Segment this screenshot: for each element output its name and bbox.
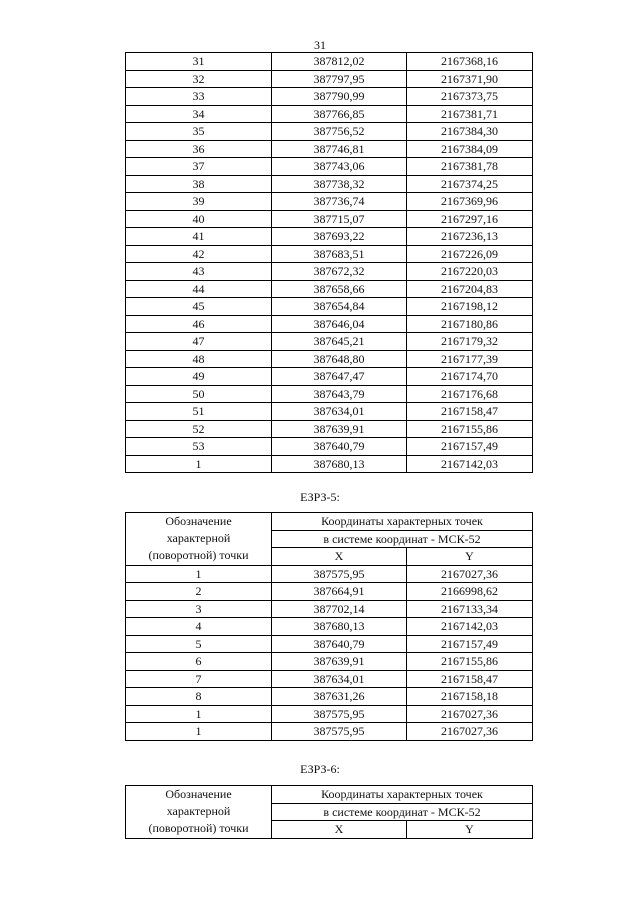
- y-coordinate-cell: 2167220,03: [407, 263, 533, 281]
- y-header: Y: [407, 821, 533, 839]
- y-coordinate-cell: 2167027,36: [407, 705, 533, 723]
- table-row: [126, 705, 533, 723]
- x-coordinate-cell: 387812,02: [272, 53, 407, 71]
- point-number-cell: 42: [126, 245, 272, 263]
- point-number-cell: 35: [126, 123, 272, 141]
- y-coordinate-cell: 2167027,36: [407, 723, 533, 741]
- table-row: [126, 368, 533, 386]
- y-coordinate-cell: 2167177,39: [407, 350, 533, 368]
- point-number-cell: 2: [126, 583, 272, 601]
- x-coordinate-cell: 387639,91: [272, 653, 407, 671]
- coordinates-table-ezrz5: [125, 512, 533, 741]
- table-row: [126, 245, 533, 263]
- point-number-cell: 39: [126, 193, 272, 211]
- x-header: X: [272, 821, 407, 839]
- y-coordinate-cell: 2167174,70: [407, 368, 533, 386]
- table-row: [126, 600, 533, 618]
- point-label-line: характерной: [166, 531, 231, 546]
- y-coordinate-cell: 2167368,16: [407, 53, 533, 71]
- table-row: [126, 635, 533, 653]
- x-coordinate-cell: 387715,07: [272, 210, 407, 228]
- x-coordinate-cell: 387738,32: [272, 175, 407, 193]
- coords-header-line2: в системе координат - МСК-52: [272, 530, 533, 548]
- point-number-cell: 40: [126, 210, 272, 228]
- y-coordinate-cell: 2167384,30: [407, 123, 533, 141]
- point-label-line: характерной: [166, 804, 231, 819]
- point-number-cell: 50: [126, 385, 272, 403]
- table-row: [126, 688, 533, 706]
- x-coordinate-cell: 387766,85: [272, 105, 407, 123]
- y-coordinate-cell: 2167204,83: [407, 280, 533, 298]
- table-row: [126, 583, 533, 601]
- x-coordinate-cell: 387658,66: [272, 280, 407, 298]
- point-number-cell: 1: [126, 705, 272, 723]
- y-coordinate-cell: 2167384,09: [407, 140, 533, 158]
- table-row: [126, 315, 533, 333]
- header-row: [126, 786, 533, 804]
- y-coordinate-cell: 2167373,75: [407, 88, 533, 106]
- coordinates-table-ezrz6: [125, 785, 533, 839]
- section-title-ezrz5: ЕЗРЗ-5:: [300, 490, 340, 504]
- table-row: [126, 105, 533, 123]
- point-number-cell: 53: [126, 438, 272, 456]
- point-number-cell: 31: [126, 53, 272, 71]
- table-body: [126, 53, 533, 473]
- y-coordinate-cell: 2166998,62: [407, 583, 533, 601]
- point-number-cell: 44: [126, 280, 272, 298]
- point-number-cell: 34: [126, 105, 272, 123]
- x-coordinate-cell: 387746,81: [272, 140, 407, 158]
- point-number-cell: 1: [126, 455, 272, 473]
- point-number-cell: 43: [126, 263, 272, 281]
- y-coordinate-cell: 2167158,47: [407, 403, 533, 421]
- table-row: [126, 158, 533, 176]
- x-coordinate-cell: 387672,32: [272, 263, 407, 281]
- y-coordinate-cell: 2167371,90: [407, 70, 533, 88]
- x-coordinate-cell: 387634,01: [272, 403, 407, 421]
- coords-header-line1: Координаты характерных точек: [272, 786, 533, 804]
- x-coordinate-cell: 387575,95: [272, 723, 407, 741]
- point-label-line: (поворотной) точки: [148, 548, 249, 563]
- table-row: [126, 403, 533, 421]
- point-number-cell: 5: [126, 635, 272, 653]
- x-coordinate-cell: 387646,04: [272, 315, 407, 333]
- point-number-cell: 47: [126, 333, 272, 351]
- point-number-cell: 45: [126, 298, 272, 316]
- y-coordinate-cell: 2167158,47: [407, 670, 533, 688]
- x-coordinate-cell: 387702,14: [272, 600, 407, 618]
- y-coordinate-cell: 2167157,49: [407, 635, 533, 653]
- table-row: [126, 723, 533, 741]
- table-row: [126, 438, 533, 456]
- point-number-cell: 7: [126, 670, 272, 688]
- point-number-cell: 49: [126, 368, 272, 386]
- point-number-cell: 37: [126, 158, 272, 176]
- table-row: [126, 280, 533, 298]
- table-body: [126, 565, 533, 740]
- x-coordinate-cell: 387640,79: [272, 438, 407, 456]
- table-row: [126, 455, 533, 473]
- point-number-cell: 4: [126, 618, 272, 636]
- table-row: [126, 333, 533, 351]
- y-coordinate-cell: 2167226,09: [407, 245, 533, 263]
- point-number-cell: 46: [126, 315, 272, 333]
- y-coordinate-cell: 2167198,12: [407, 298, 533, 316]
- table-row: [126, 653, 533, 671]
- y-coordinate-cell: 2167133,34: [407, 600, 533, 618]
- x-coordinate-cell: 387683,51: [272, 245, 407, 263]
- x-coordinate-cell: 387648,80: [272, 350, 407, 368]
- y-coordinate-cell: 2167155,86: [407, 420, 533, 438]
- y-coordinate-cell: 2167180,86: [407, 315, 533, 333]
- x-coordinate-cell: 387693,22: [272, 228, 407, 246]
- point-number-cell: 33: [126, 88, 272, 106]
- x-coordinate-cell: 387790,99: [272, 88, 407, 106]
- point-number-cell: 41: [126, 228, 272, 246]
- x-coordinate-cell: 387639,91: [272, 420, 407, 438]
- x-header: X: [272, 548, 407, 566]
- y-coordinate-cell: 2167155,86: [407, 653, 533, 671]
- y-coordinate-cell: 2167176,68: [407, 385, 533, 403]
- table-row: [126, 670, 533, 688]
- x-coordinate-cell: 387643,79: [272, 385, 407, 403]
- y-coordinate-cell: 2167381,78: [407, 158, 533, 176]
- x-coordinate-cell: 387654,84: [272, 298, 407, 316]
- y-header: Y: [407, 548, 533, 566]
- y-coordinate-cell: 2167142,03: [407, 455, 533, 473]
- x-coordinate-cell: 387575,95: [272, 705, 407, 723]
- point-number-cell: 3: [126, 600, 272, 618]
- header-row: [126, 513, 533, 531]
- point-number-cell: 1: [126, 723, 272, 741]
- table-row: [126, 140, 533, 158]
- y-coordinate-cell: 2167297,16: [407, 210, 533, 228]
- x-coordinate-cell: 387634,01: [272, 670, 407, 688]
- point-label-line: Обозначение: [165, 514, 232, 529]
- point-number-cell: 6: [126, 653, 272, 671]
- x-coordinate-cell: 387736,74: [272, 193, 407, 211]
- table-row: [126, 420, 533, 438]
- section-title-ezrz6: ЕЗРЗ-6:: [300, 762, 340, 776]
- table-row: [126, 88, 533, 106]
- point-number-cell: 32: [126, 70, 272, 88]
- y-coordinate-cell: 2167179,32: [407, 333, 533, 351]
- point-label-line: (поворотной) точки: [148, 821, 249, 836]
- table-row: [126, 210, 533, 228]
- table-row: [126, 123, 533, 141]
- x-coordinate-cell: 387743,06: [272, 158, 407, 176]
- point-label-header: [126, 786, 272, 839]
- table-row: [126, 263, 533, 281]
- table-row: [126, 70, 533, 88]
- y-coordinate-cell: 2167381,71: [407, 105, 533, 123]
- point-number-cell: 48: [126, 350, 272, 368]
- point-label-line: Обозначение: [165, 787, 232, 802]
- x-coordinate-cell: 387645,21: [272, 333, 407, 351]
- page-number: 31: [314, 38, 326, 52]
- point-number-cell: 51: [126, 403, 272, 421]
- table-row: [126, 175, 533, 193]
- x-coordinate-cell: 387756,52: [272, 123, 407, 141]
- table-row: [126, 193, 533, 211]
- x-coordinate-cell: 387680,13: [272, 455, 407, 473]
- y-coordinate-cell: 2167027,36: [407, 565, 533, 583]
- table-row: [126, 350, 533, 368]
- table-row: [126, 618, 533, 636]
- x-coordinate-cell: 387664,91: [272, 583, 407, 601]
- table-row: [126, 53, 533, 71]
- coords-header-line1: Координаты характерных точек: [272, 513, 533, 531]
- y-coordinate-cell: 2167157,49: [407, 438, 533, 456]
- table-row: [126, 565, 533, 583]
- x-coordinate-cell: 387575,95: [272, 565, 407, 583]
- y-coordinate-cell: 2167142,03: [407, 618, 533, 636]
- point-number-cell: 38: [126, 175, 272, 193]
- coordinates-table-continued: [125, 52, 533, 473]
- point-number-cell: 1: [126, 565, 272, 583]
- coords-header-line2: в системе координат - МСК-52: [272, 803, 533, 821]
- x-coordinate-cell: 387640,79: [272, 635, 407, 653]
- x-coordinate-cell: 387797,95: [272, 70, 407, 88]
- x-coordinate-cell: 387647,47: [272, 368, 407, 386]
- point-number-cell: 8: [126, 688, 272, 706]
- point-label-header: [126, 513, 272, 566]
- table-row: [126, 385, 533, 403]
- point-number-cell: 36: [126, 140, 272, 158]
- y-coordinate-cell: 2167236,13: [407, 228, 533, 246]
- x-coordinate-cell: 387680,13: [272, 618, 407, 636]
- table-row: [126, 228, 533, 246]
- x-coordinate-cell: 387631,26: [272, 688, 407, 706]
- y-coordinate-cell: 2167158,18: [407, 688, 533, 706]
- point-number-cell: 52: [126, 420, 272, 438]
- y-coordinate-cell: 2167374,25: [407, 175, 533, 193]
- y-coordinate-cell: 2167369,96: [407, 193, 533, 211]
- table-row: [126, 298, 533, 316]
